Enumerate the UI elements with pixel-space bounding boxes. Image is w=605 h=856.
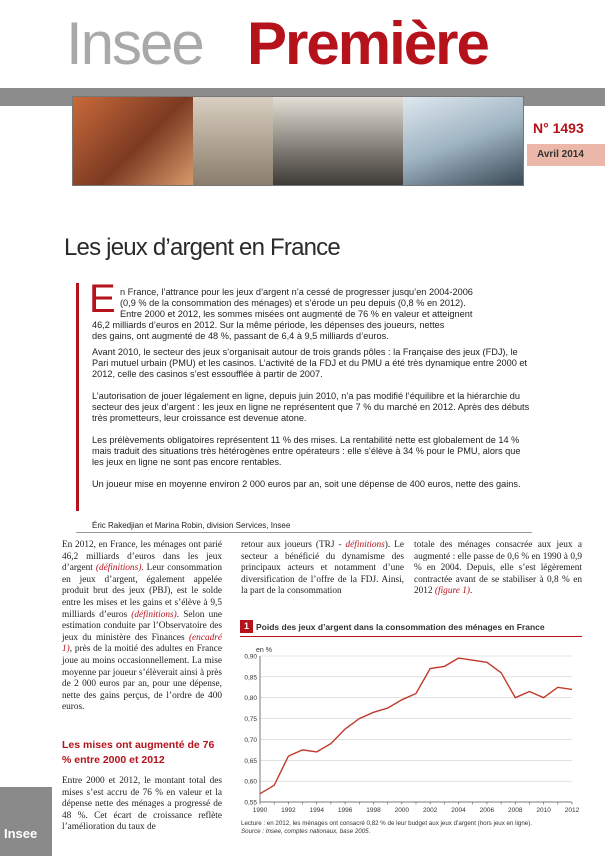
- x-tick-label: 1994: [309, 807, 324, 814]
- y-tick-label: 0,60: [244, 778, 257, 786]
- body-text: retour aux joueurs (TRJ -: [241, 540, 346, 550]
- body-text: Entre 2000 et 2012, le montant total des mises s’est accru de 76 % en valeur et la dépense nette des ménages a progressé de 48 %. Cet écart de croissance reflète l’amélioration du taux de: [62, 776, 222, 833]
- chart-series: [260, 658, 572, 794]
- section-heading: Les mises ont augmenté de 76 % entre 2000 et 2012: [62, 739, 215, 766]
- y-tick-label: 0,85: [244, 674, 257, 682]
- body-column-1b: [62, 776, 222, 834]
- photo-crowd: [273, 97, 403, 185]
- chart-grid: [260, 656, 572, 802]
- issue-number: N° 1493: [533, 120, 584, 136]
- summary-line: n France, l’attrance pour les jeux d’argent n’a cessé de progresser jusqu’en 2004-2006: [120, 287, 473, 297]
- x-tick-label: 1990: [252, 807, 268, 814]
- summary-paragraph: Les prélèvements obligatoires représentent 11 % des mises. La rentabilité nette est globalement de 14 % mais traduit des situations très hétérogènes entre opérateurs : elle s’élève à 34 % pour le PMU, alors que les jeux en ligne ne sont pas encore rentables.: [92, 435, 521, 467]
- encadre-link[interactable]: (encadré 1): [62, 632, 222, 655]
- body-column-1: [62, 540, 222, 714]
- photo-hall: [193, 97, 273, 185]
- figure-note: [241, 820, 581, 836]
- x-tick-label: 2000: [394, 807, 410, 814]
- insee-corner-logo-text: Insee: [4, 826, 38, 841]
- summary-paragraph: Avant 2010, le secteur des jeux s’organisait autour de trois grands pôles : la Française des jeux (FDJ), le Pari mutuel urbain (PMU) et les casinos. L’activité de la FDJ et du PMU a été très dynamique entre 2000 et 2012, celle des casinos s’est essoufflée à partir de 2007.: [92, 347, 528, 379]
- chart-y-ticks: [244, 654, 257, 807]
- page-title: Les jeux d’argent en France: [64, 234, 340, 261]
- body-text: ). Le secteur a bénéficié du dynamisme des principaux acteurs et notamment d’une diversification de l’offre de la FDJ. Ainsi, la part de la consommation: [241, 540, 404, 597]
- y-tick-label: 0,65: [244, 757, 257, 765]
- x-tick-label: 2012: [564, 807, 580, 814]
- figure-reading-note: Lecture : en 2012, les ménages ont consacré 0,82 % de leur budget aux jeux d’argent (hors jeux en ligne).: [241, 820, 532, 827]
- x-tick-label: 2006: [479, 807, 495, 814]
- x-tick-label: 2004: [451, 807, 466, 814]
- body-text: , près de la moitié des adultes en France joue au moins occasionnellement. La mise moyenne par joueur s’élèverait ainsi à près de 2 000 euros par an, pour une dépense, nette des gains perçus, de l’ordre de 400 euros.: [62, 644, 222, 713]
- body-text: . Leur consommation en jeux d’argent, également appelée produit brut des jeux (PBJ), est le solde entre les mises et les gains et s’élève à 9,5 milliards d’euros: [62, 563, 222, 620]
- summary-paragraph: L’autorisation de jouer légalement en ligne, depuis juin 2010, n’a pas modifié l’équilibre et la hiérarchie du secteur des jeux d’argent : les jeux en ligne ne représentent que 7 % du marché en 2012. Après des débuts très prometteurs, leur croissance est devenue atone.: [92, 391, 530, 423]
- logo-premiere: Première: [247, 10, 488, 77]
- definitions-link[interactable]: (définitions): [131, 609, 177, 620]
- chart-axes: [260, 656, 572, 805]
- authors: Éric Rakedjian et Marina Robin, division Services, Insee: [92, 521, 291, 530]
- y-tick-label: 0,70: [244, 736, 257, 744]
- line-chart: [236, 640, 581, 820]
- y-axis-label: en %: [256, 647, 272, 654]
- summary-line: (0,9 % de la consommation des ménages) et s’érode un peu depuis (0,8 % en 2012).: [120, 298, 466, 308]
- figure-link[interactable]: (figure 1): [434, 586, 470, 597]
- x-tick-label: 2008: [508, 807, 523, 814]
- figure-number-badge: 1: [240, 620, 253, 633]
- body-text: En 2012, en France, les ménages ont parié 46,2 milliards d’euros dans les jeux d’argent: [62, 540, 222, 574]
- summary-line: Entre 2000 et 2012, les sommes misées ont augmenté de 76 % en valeur et atteignent: [120, 309, 473, 319]
- summary-dropcap: E: [89, 277, 116, 321]
- body-column-3: [414, 540, 582, 598]
- header-photo-strip: [72, 96, 524, 186]
- x-tick-label: 2002: [422, 807, 438, 814]
- body-text: . Selon une estimation conduite par l’Observatoire des jeux du ministère des Finances: [62, 609, 222, 643]
- photo-children: [73, 97, 193, 185]
- y-tick-label: 0,55: [244, 799, 257, 807]
- y-tick-label: 0,75: [244, 716, 257, 724]
- x-tick-label: 1998: [366, 807, 381, 814]
- figure-source: Source : Insee, comptes nationaux, base 2005.: [241, 828, 371, 835]
- chart-x-ticks: [253, 807, 580, 814]
- issue-date: Avril 2014: [537, 149, 584, 160]
- divider: [76, 532, 532, 533]
- x-tick-label: 1996: [337, 807, 353, 814]
- insee-corner-logo: [0, 787, 52, 856]
- photo-office: [403, 97, 523, 185]
- definitions-link[interactable]: définitions: [345, 540, 385, 550]
- body-column-2: [241, 540, 404, 598]
- series-line: [260, 658, 572, 794]
- x-tick-label: 1992: [281, 807, 296, 814]
- summary-line: des gains, ont augmenté de 48 %, passant de 6,4 à 9,5 milliards d’euros.: [92, 331, 389, 341]
- figure-rule: [240, 636, 582, 637]
- y-tick-label: 0,90: [244, 653, 257, 661]
- figure-title: Poids des jeux d’argent dans la consommation des ménages en France: [256, 622, 545, 632]
- body-text: totale des ménages consacrée aux jeux a augmenté : elle passe de 0,6 % en 1990 à 0,9 % en 2004. Depuis, elle s’est légèrement contractée avant de se stabiliser à 0,8 % en 2012: [414, 540, 582, 597]
- summary-bar: [76, 283, 79, 511]
- summary-paragraph: Un joueur mise en moyenne environ 2 000 euros par an, soit une dépense de 400 euros, nette des gains.: [92, 479, 521, 489]
- logo-insee: Insee: [66, 10, 203, 77]
- x-tick-label: 2010: [536, 807, 551, 814]
- y-tick-label: 0,80: [244, 695, 257, 703]
- definitions-link[interactable]: (définitions): [95, 563, 142, 574]
- summary-line: 46,2 milliards d’euros en 2012. Sur la même période, les dépenses des joueurs, nettes: [92, 320, 445, 330]
- body-text: .: [469, 586, 473, 597]
